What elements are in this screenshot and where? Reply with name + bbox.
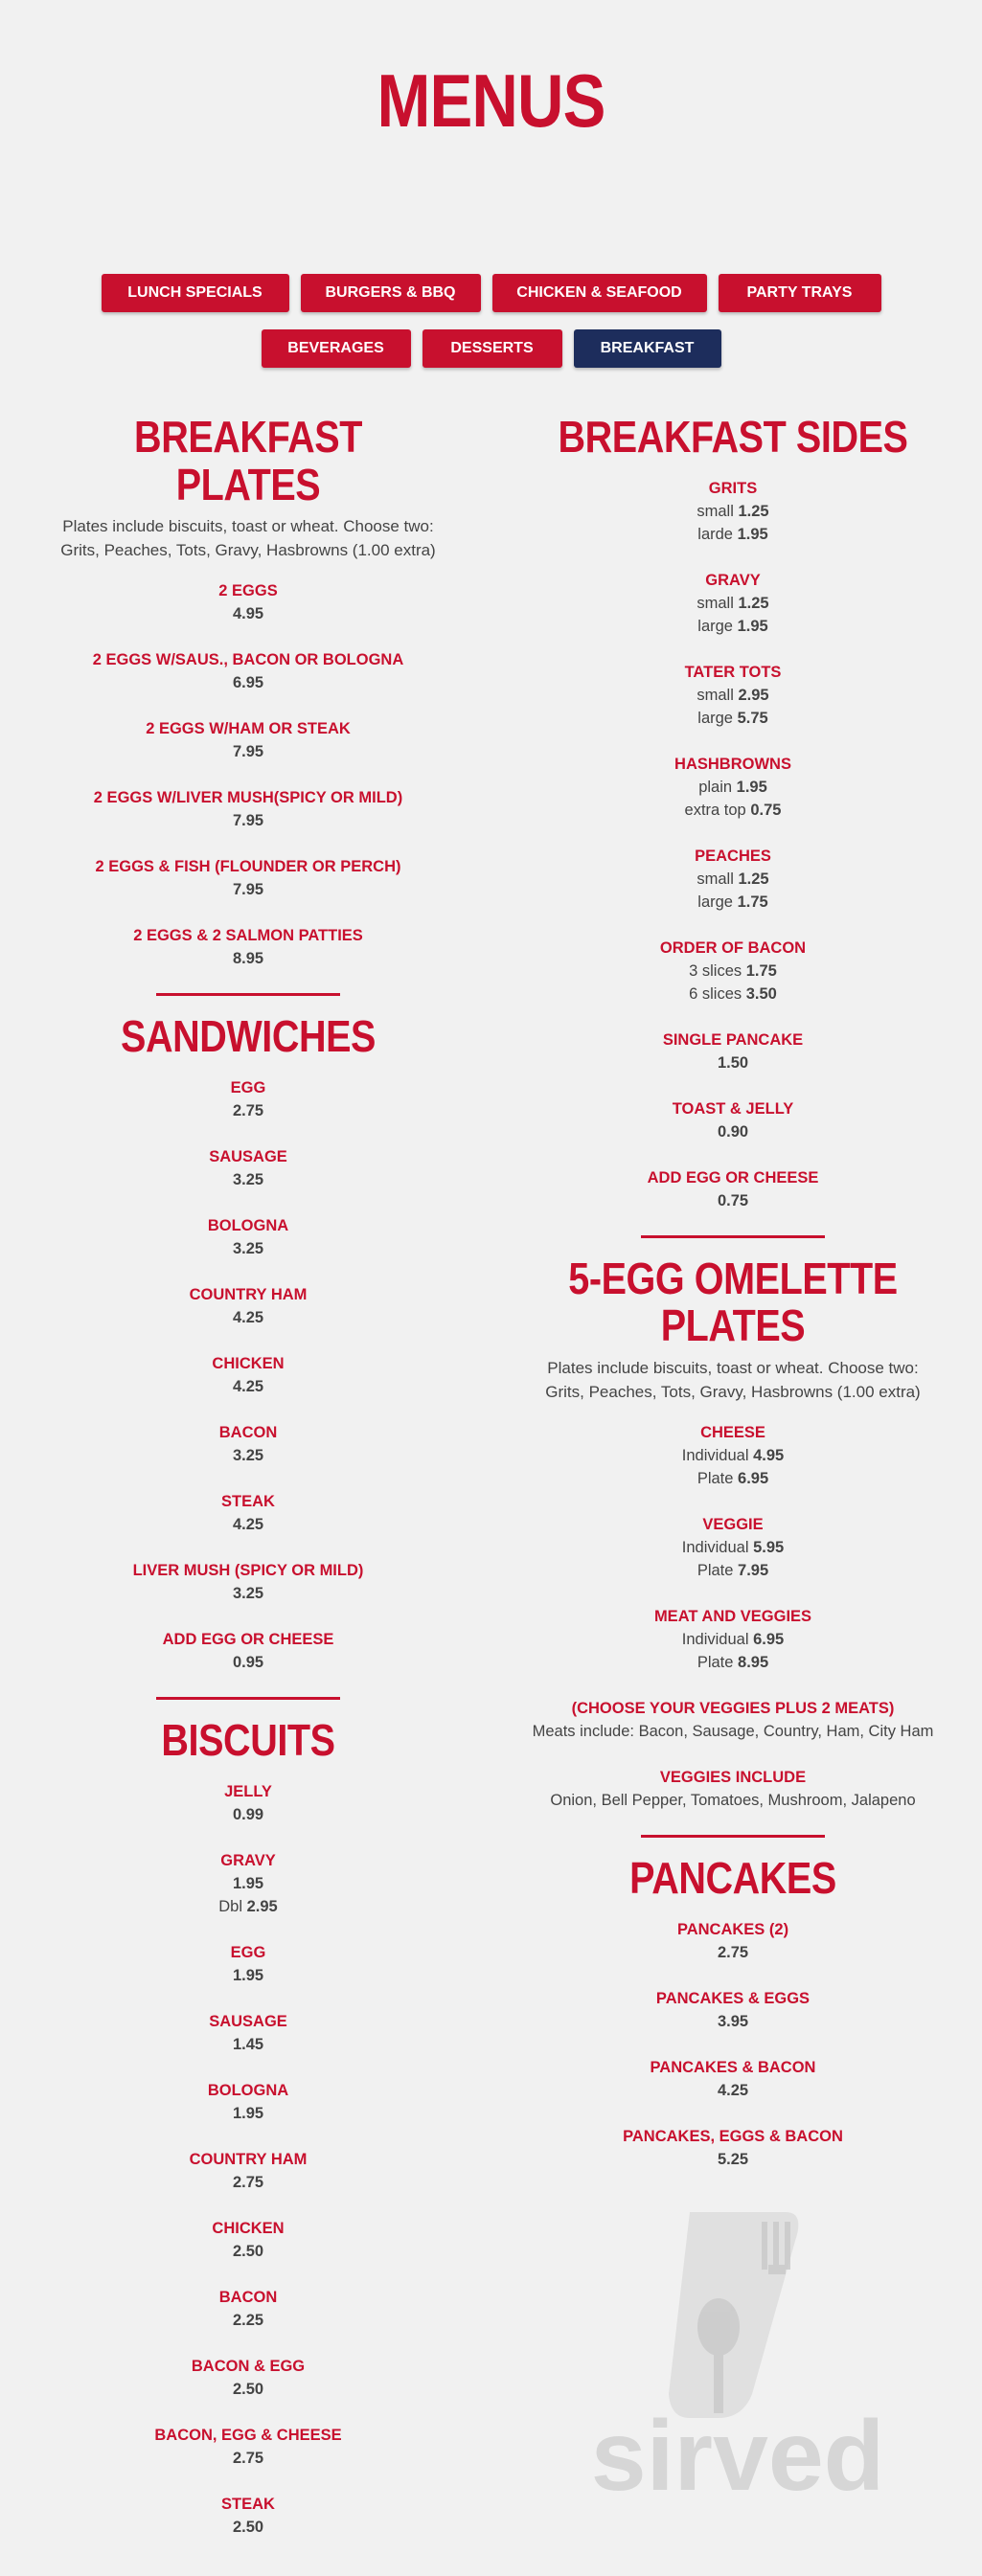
price-value: 3.95 bbox=[717, 2012, 749, 2030]
section-description: Plates include biscuits, toast or wheat. Choose two: Grits, Peaches, Tots, Gravy, Hasbrowns (1.00 extra) bbox=[60, 517, 436, 560]
section-divider bbox=[156, 993, 340, 996]
price-value: 1.25 bbox=[738, 870, 769, 888]
menu-item-list bbox=[513, 1421, 953, 1674]
menu-item bbox=[513, 1605, 953, 1674]
menu-item-price bbox=[513, 2010, 953, 2033]
section-divider bbox=[641, 1235, 825, 1238]
menu-note bbox=[513, 1697, 953, 1743]
menu-item bbox=[28, 2355, 468, 2401]
price-value: 1.50 bbox=[717, 1053, 749, 1072]
menu-item bbox=[513, 1028, 953, 1074]
section-divider bbox=[156, 1697, 340, 1700]
menu-item-price bbox=[28, 1513, 468, 1536]
price-value: 2.95 bbox=[738, 686, 769, 704]
menu-item-price bbox=[28, 1582, 468, 1605]
menu-item-name: BACON bbox=[218, 1424, 278, 1442]
price-value: 3.25 bbox=[232, 1171, 264, 1189]
price-value: 7.95 bbox=[232, 743, 264, 761]
menu-item-option bbox=[513, 1628, 953, 1651]
menu-item-name: PEACHES bbox=[695, 847, 771, 865]
menu-item bbox=[28, 2079, 468, 2125]
tab-party-trays[interactable]: PARTY TRAYS bbox=[719, 274, 881, 312]
menu-item-name: BOLOGNA bbox=[207, 1217, 289, 1235]
tab-chicken-seafood[interactable]: CHICKEN & SEAFOOD bbox=[492, 274, 707, 312]
price-value: 2.95 bbox=[246, 1897, 278, 1915]
menu-item bbox=[28, 855, 468, 901]
option-label: Individual bbox=[681, 1539, 749, 1557]
section-title: BREAKFAST SIDES bbox=[558, 412, 908, 462]
menu-item bbox=[28, 2148, 468, 2194]
price-value: 0.90 bbox=[717, 1122, 749, 1141]
menu-item bbox=[28, 2010, 468, 2056]
menu-item-option bbox=[513, 615, 953, 638]
menu-item-name: TOAST & JELLY bbox=[672, 1099, 794, 1118]
price-value: 2.75 bbox=[717, 1943, 749, 1961]
menu-item-price bbox=[28, 602, 468, 625]
price-value: 4.25 bbox=[232, 1516, 264, 1534]
menu-item bbox=[28, 1214, 468, 1260]
menu-item-price bbox=[28, 1651, 468, 1674]
option-label: large bbox=[697, 709, 733, 727]
section-title: BREAKFAST PLATES bbox=[134, 412, 362, 509]
menu-item-option bbox=[513, 891, 953, 914]
menu-item-name: SAUSAGE bbox=[209, 1148, 287, 1166]
price-value: 3.50 bbox=[745, 984, 777, 1003]
menu-item-price bbox=[513, 1189, 953, 1212]
tab-breakfast[interactable]: BREAKFAST bbox=[574, 329, 721, 368]
menu-item bbox=[513, 1513, 953, 1582]
price-value: 2.50 bbox=[232, 2518, 264, 2536]
price-value: 1.25 bbox=[738, 594, 769, 612]
menu-item-option bbox=[513, 868, 953, 891]
price-value: 8.95 bbox=[232, 950, 264, 968]
menu-item bbox=[513, 937, 953, 1006]
price-value: 1.95 bbox=[736, 778, 767, 796]
menu-item-price bbox=[28, 2516, 468, 2539]
menu-item-option bbox=[513, 983, 953, 1006]
price-value: 4.95 bbox=[232, 605, 264, 623]
price-value: 6.95 bbox=[232, 674, 264, 692]
menu-item-price bbox=[28, 671, 468, 694]
pancakes-section bbox=[513, 1855, 953, 2171]
menu-item bbox=[28, 579, 468, 625]
price-value: 1.95 bbox=[232, 1966, 264, 1984]
menu-item-list bbox=[513, 1918, 953, 2171]
menu-item bbox=[513, 477, 953, 546]
menu-item-price bbox=[513, 1120, 953, 1143]
menu-item-list bbox=[28, 579, 468, 970]
menu-item-name: EGG bbox=[230, 1079, 266, 1097]
menu-item bbox=[28, 1490, 468, 1536]
price-value: 7.95 bbox=[232, 881, 264, 899]
watermark-text: sirved bbox=[590, 2401, 885, 2509]
option-label: Plate bbox=[697, 1562, 734, 1580]
menu-item-name: PANCAKES & BACON bbox=[650, 2058, 816, 2076]
menu-item-option bbox=[513, 799, 953, 822]
menu-item bbox=[28, 924, 468, 970]
menu-item-price bbox=[28, 809, 468, 832]
menu-item-name: 2 EGGS bbox=[218, 582, 278, 600]
option-label: Plate bbox=[697, 1470, 734, 1488]
menu-item-name: LIVER MUSH (SPICY OR MILD) bbox=[132, 1562, 364, 1580]
menu-item-option bbox=[513, 1536, 953, 1559]
menu-item-price bbox=[28, 1803, 468, 1826]
section-title: SANDWICHES bbox=[120, 1011, 377, 1062]
menu-item-price bbox=[28, 2240, 468, 2263]
menu-item-name: STEAK bbox=[221, 2495, 275, 2513]
menu-item-name: PANCAKES, EGGS & BACON bbox=[623, 2127, 843, 2145]
price-value: 6.95 bbox=[753, 1631, 785, 1649]
price-value: 1.95 bbox=[737, 617, 768, 635]
menu-item-price bbox=[28, 2033, 468, 2056]
price-value: 1.25 bbox=[738, 502, 769, 520]
price-value: 6.95 bbox=[738, 1470, 769, 1488]
menu-item-name: ADD EGG OR CHEESE bbox=[162, 1631, 334, 1649]
price-value: 8.95 bbox=[738, 1654, 769, 1672]
sandwiches-section bbox=[28, 1013, 468, 1674]
menu-item-price bbox=[28, 878, 468, 901]
omelette-plates-section bbox=[513, 1255, 953, 1812]
tab-desserts[interactable]: DESSERTS bbox=[422, 329, 562, 368]
sirved-watermark bbox=[546, 2203, 929, 2509]
menu-item-price bbox=[28, 1237, 468, 1260]
option-label: Individual bbox=[681, 1447, 749, 1465]
price-value: 4.25 bbox=[232, 1378, 264, 1396]
price-value: 3.25 bbox=[232, 1585, 264, 1603]
price-value: 1.75 bbox=[737, 893, 768, 911]
menu-item-name: ADD EGG OR CHEESE bbox=[647, 1168, 819, 1186]
menu-item-name: 2 EGGS W/HAM OR STEAK bbox=[146, 720, 351, 738]
price-value: 5.25 bbox=[717, 2150, 749, 2168]
section-title: BISCUITS bbox=[161, 1715, 335, 1766]
section-title bbox=[543, 1255, 923, 1350]
price-value: 1.95 bbox=[232, 1874, 264, 1892]
menu-note bbox=[513, 1766, 953, 1812]
menu-item-price bbox=[513, 1051, 953, 1074]
menu-item bbox=[28, 2286, 468, 2332]
option-label: 6 slices bbox=[689, 984, 742, 1003]
price-value: 7.95 bbox=[232, 812, 264, 830]
menu-item bbox=[513, 1918, 953, 1964]
price-value: 1.95 bbox=[232, 2104, 264, 2122]
menu-item bbox=[28, 1780, 468, 1826]
menu-item bbox=[513, 1421, 953, 1490]
menu-item-price bbox=[28, 1444, 468, 1467]
menu-item bbox=[28, 786, 468, 832]
menu-note-title: VEGGIES INCLUDE bbox=[659, 1769, 807, 1787]
option-label: Individual bbox=[681, 1631, 749, 1649]
menu-item-name: STEAK bbox=[221, 1493, 275, 1511]
option-label: Plate bbox=[697, 1654, 734, 1672]
menu-item-name: GRAVY bbox=[220, 1851, 276, 1869]
option-label: plain bbox=[698, 778, 733, 796]
menu-note-title: (CHOOSE YOUR VEGGIES PLUS 2 MEATS) bbox=[571, 1700, 895, 1718]
menu-item bbox=[513, 1166, 953, 1212]
menu-item-name: CHICKEN bbox=[212, 2219, 285, 2237]
left-column bbox=[28, 414, 468, 2562]
menu-item-name: COUNTRY HAM bbox=[189, 2150, 308, 2168]
menu-item-option bbox=[513, 960, 953, 983]
menu-item-price bbox=[28, 1375, 468, 1398]
menu-item bbox=[513, 1097, 953, 1143]
menu-item bbox=[28, 2217, 468, 2263]
tab-lunch-specials[interactable]: LUNCH SPECIALS bbox=[102, 274, 289, 312]
price-value: 1.95 bbox=[737, 525, 768, 543]
section-description: Plates include biscuits, toast or wheat. Choose two: Grits, Peaches, Tots, Gravy, Hasbrowns (1.00 extra) bbox=[545, 1359, 921, 1402]
menu-item-option bbox=[513, 684, 953, 707]
price-value: 0.99 bbox=[232, 1805, 264, 1823]
price-value: 3.25 bbox=[232, 1240, 264, 1258]
menu-item bbox=[28, 1283, 468, 1329]
menu-item-name: 2 EGGS & 2 SALMON PATTIES bbox=[133, 927, 363, 945]
menu-item-price bbox=[513, 2148, 953, 2171]
menu-item-price bbox=[28, 1872, 468, 1895]
menu-item-list bbox=[28, 1076, 468, 1674]
section-title: PANCAKES bbox=[629, 1853, 836, 1904]
menu-item bbox=[28, 648, 468, 694]
price-value: 4.25 bbox=[717, 2081, 749, 2099]
menu-item-name: BOLOGNA bbox=[207, 2081, 289, 2099]
price-value: 2.75 bbox=[232, 1102, 264, 1120]
menu-item-name: BACON & EGG bbox=[191, 2357, 306, 2375]
menu-item bbox=[513, 1987, 953, 2033]
price-value: 4.95 bbox=[753, 1447, 785, 1465]
menu-item-name: MEAT AND VEGGIES bbox=[653, 1608, 812, 1626]
menu-item-name: TATER TOTS bbox=[684, 663, 782, 681]
option-label: 3 slices bbox=[689, 961, 742, 980]
tab-beverages[interactable]: BEVERAGES bbox=[262, 329, 411, 368]
menu-item bbox=[513, 569, 953, 638]
option-label: small bbox=[697, 686, 734, 704]
price-value: 2.75 bbox=[232, 2449, 264, 2467]
menu-item-name: 2 EGGS W/SAUS., BACON OR BOLOGNA bbox=[92, 651, 404, 669]
menu-item bbox=[513, 661, 953, 730]
menu-item bbox=[28, 1352, 468, 1398]
price-value: 5.75 bbox=[737, 709, 768, 727]
menu-item bbox=[513, 845, 953, 914]
menu-item-name: JELLY bbox=[224, 1782, 272, 1800]
price-value: 2.50 bbox=[232, 2242, 264, 2260]
menu-item-option bbox=[513, 1467, 953, 1490]
option-label: larde bbox=[697, 525, 733, 543]
price-value: 3.25 bbox=[232, 1447, 264, 1465]
menu-item bbox=[28, 1941, 468, 1987]
menu-item-name: SINGLE PANCAKE bbox=[662, 1030, 804, 1049]
price-value: 5.95 bbox=[753, 1539, 785, 1557]
price-value: 0.95 bbox=[232, 1654, 264, 1672]
section-divider bbox=[641, 1835, 825, 1838]
price-value: 0.75 bbox=[717, 1191, 749, 1209]
breakfast-plates-section bbox=[28, 414, 468, 970]
menu-item-option bbox=[28, 1895, 468, 1918]
menu-item-option bbox=[513, 592, 953, 615]
menu-item-name: SAUSAGE bbox=[209, 2012, 287, 2030]
section-title-line-1: 5-EGG OMELETTE bbox=[568, 1253, 898, 1303]
biscuits-section bbox=[28, 1717, 468, 2539]
menu-item bbox=[28, 2493, 468, 2539]
price-value: 4.25 bbox=[232, 1309, 264, 1327]
menu-item-price bbox=[28, 2102, 468, 2125]
menu-note-text: Onion, Bell Pepper, Tomatoes, Mushroom, Jalapeno bbox=[550, 1792, 916, 1810]
menu-item-name: 2 EGGS & FISH (FLOUNDER OR PERCH) bbox=[95, 858, 401, 876]
menu-item-name: EGG bbox=[230, 1943, 266, 1961]
menu-item-price bbox=[28, 740, 468, 763]
menu-category-nav bbox=[0, 274, 982, 385]
price-value: 2.25 bbox=[232, 2311, 264, 2329]
price-value: 1.45 bbox=[232, 2035, 264, 2053]
menu-item bbox=[28, 717, 468, 763]
menu-item-price bbox=[28, 2309, 468, 2332]
menu-item-option bbox=[513, 707, 953, 730]
menu-item bbox=[513, 2056, 953, 2102]
price-value: 1.75 bbox=[745, 961, 777, 980]
menu-item-name: ORDER OF BACON bbox=[659, 938, 807, 957]
option-label: Dbl bbox=[218, 1897, 243, 1915]
menu-item-price bbox=[513, 2079, 953, 2102]
menu-item-price bbox=[28, 2378, 468, 2401]
menu-item-price bbox=[28, 2171, 468, 2194]
menu-item bbox=[28, 1421, 468, 1467]
menu-item-name: BACON, EGG & CHEESE bbox=[154, 2426, 342, 2444]
menu-item-option bbox=[513, 1444, 953, 1467]
menu-item-name: GRITS bbox=[708, 479, 758, 497]
menu-item-name: VEGGIE bbox=[702, 1516, 764, 1534]
option-label: large bbox=[697, 617, 733, 635]
menu-item-price bbox=[28, 1099, 468, 1122]
right-column bbox=[513, 414, 953, 2194]
price-value: 2.75 bbox=[232, 2173, 264, 2191]
menu-note-text: Meats include: Bacon, Sausage, Country, Ham, City Ham bbox=[532, 1723, 934, 1741]
page-title: MENUS bbox=[377, 58, 605, 143]
menu-item bbox=[28, 1849, 468, 1918]
menu-item-name: BACON bbox=[218, 2288, 278, 2306]
option-label: small bbox=[697, 870, 734, 888]
menu-item-price bbox=[28, 947, 468, 970]
menu-item-list bbox=[28, 1780, 468, 2539]
option-label: small bbox=[697, 502, 734, 520]
menu-notes-list bbox=[513, 1697, 953, 1812]
menu-item-price bbox=[28, 1168, 468, 1191]
option-label: large bbox=[697, 893, 733, 911]
menu-item-name: HASHBROWNS bbox=[674, 755, 791, 773]
tab-burgers-bbq[interactable]: BURGERS & BBQ bbox=[301, 274, 481, 312]
menu-item-option bbox=[513, 1651, 953, 1674]
menu-item bbox=[28, 1628, 468, 1674]
menu-item-option bbox=[513, 500, 953, 523]
option-label: small bbox=[697, 594, 734, 612]
menu-item-name: CHEESE bbox=[700, 1424, 765, 1442]
menu-item bbox=[28, 1559, 468, 1605]
menu-item-option bbox=[513, 776, 953, 799]
menu-item bbox=[513, 753, 953, 822]
menu-item-name: CHICKEN bbox=[212, 1355, 285, 1373]
menu-item-name: GRAVY bbox=[705, 571, 761, 589]
menu-item bbox=[28, 1076, 468, 1122]
menu-item bbox=[28, 1145, 468, 1191]
section-title-line-2: PLATES bbox=[660, 1300, 806, 1351]
menu-item bbox=[28, 2424, 468, 2470]
menu-item-price bbox=[513, 1941, 953, 1964]
menu-item-option bbox=[513, 1559, 953, 1582]
breakfast-sides-section bbox=[513, 414, 953, 1212]
nav-row-2 bbox=[0, 329, 982, 368]
menu-item-price bbox=[28, 1306, 468, 1329]
price-value: 2.50 bbox=[232, 2380, 264, 2398]
menu-item-name: COUNTRY HAM bbox=[189, 1286, 308, 1304]
menu-item-price bbox=[28, 1964, 468, 1987]
option-label: extra top bbox=[684, 801, 746, 819]
menu-item-name: 2 EGGS W/LIVER MUSH(SPICY OR MILD) bbox=[93, 789, 403, 807]
menu-item-name: PANCAKES (2) bbox=[676, 1920, 789, 1938]
menu-item-price bbox=[28, 2447, 468, 2470]
menu-item bbox=[513, 2125, 953, 2171]
menu-item-name: PANCAKES & EGGS bbox=[655, 1989, 811, 2007]
menu-item-list bbox=[513, 477, 953, 1006]
price-value: 0.75 bbox=[750, 801, 782, 819]
menu-item-option bbox=[513, 523, 953, 546]
menu-item-list bbox=[513, 1028, 953, 1212]
price-value: 7.95 bbox=[738, 1562, 769, 1580]
nav-row-1 bbox=[0, 274, 982, 312]
